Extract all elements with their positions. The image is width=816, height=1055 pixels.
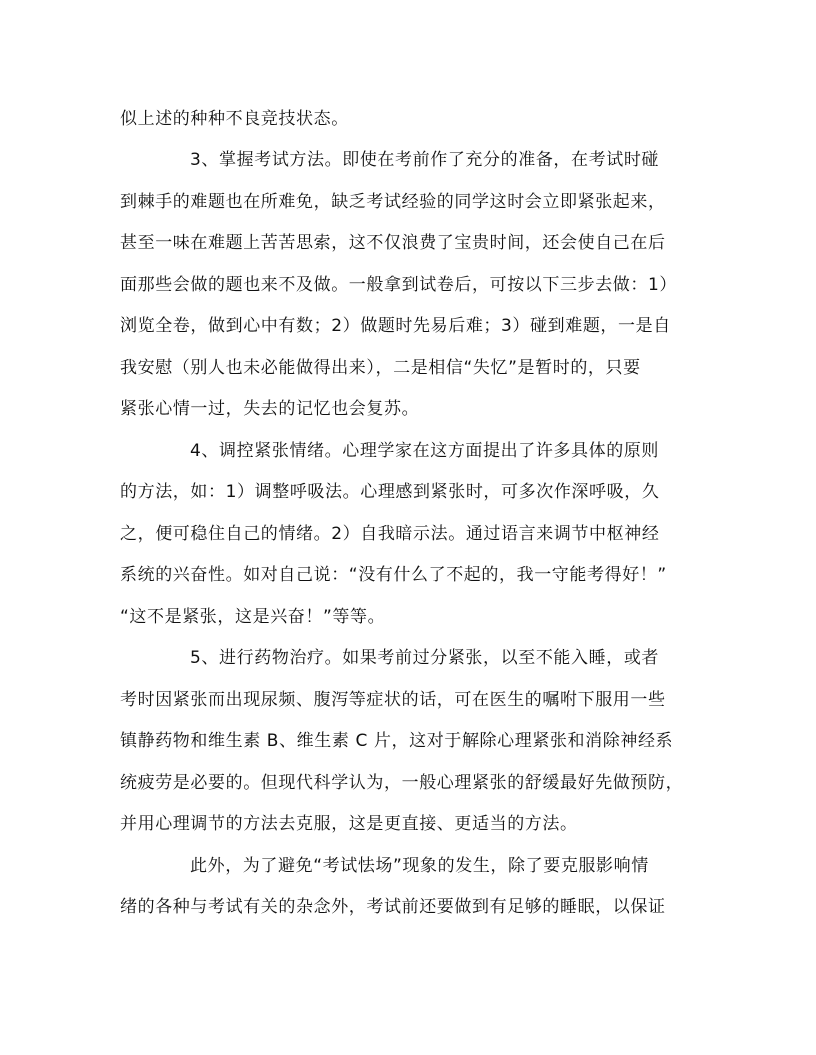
text-line: 考时因紧张而出现尿频、腹泻等症状的话，可在医生的嘱咐下服用一些 [120,690,666,710]
text-line: 到棘手的难题也在所难免，缺乏考试经验的同学这时会立即紧张起来， [120,192,666,212]
text-line: 似上述的种种不良竞技状态。 [120,109,349,129]
text-line: 并用心理调节的方法去克服，这是更直接、更适当的方法。 [120,814,578,834]
text-line: 系统的兴奋性。如对自己说：“没有什么了不起的，我一守能考得好！” [120,565,667,585]
text-line: 紧张心情一过，失去的记忆也会复苏。 [120,399,420,419]
text-line: 绪的各种与考试有关的杂念外，考试前还要做到有足够的睡眠，以保证 [120,897,666,917]
paragraph-6-first-line: 此外，为了避免“考试怯场”现象的发生，除了要克服影响情 [190,856,649,876]
text-line: 的方法，如：1）调整呼吸法。心理感到紧张时，可多次作深呼吸，久 [120,482,660,502]
text-line: 镇静药物和维生素 B、维生素 C 片，这对于解除心理紧张和消除神经系 [120,731,674,751]
text-line: 统疲劳是必要的。但现代科学认为，一般心理紧张的舒缓最好先做预防， [120,773,684,793]
paragraph-4-heading-line: 4、调控紧张情绪。心理学家在这方面提出了许多具体的原则 [190,441,660,461]
text-line: 我安慰（别人也未必能做得出来），二是相信“失忆”是暂时的，只要 [120,358,641,378]
text-line: 之，便可稳住自己的情绪。2）自我暗示法。通过语言来调节中枢神经 [120,524,660,544]
text-line: 面那些会做的题也来不及做。一般拿到试卷后，可按以下三步去做：1） [120,275,678,295]
text-line: 浏览全卷，做到心中有数；2）做题时先易后难；3）碰到难题，一是自 [120,316,671,336]
paragraph-5-heading-line: 5、进行药物治疗。如果考前过分紧张，以至不能入睡，或者 [190,648,660,668]
text-line: 甚至一味在难题上苦苦思索，这不仅浪费了宝贵时间，还会使自己在后 [120,233,666,253]
paragraph-3-heading-line: 3、掌握考试方法。即使在考前作了充分的准备，在考试时碰 [190,150,660,170]
text-line: “这不是紧张，这是兴奋！”等等。 [120,607,386,627]
